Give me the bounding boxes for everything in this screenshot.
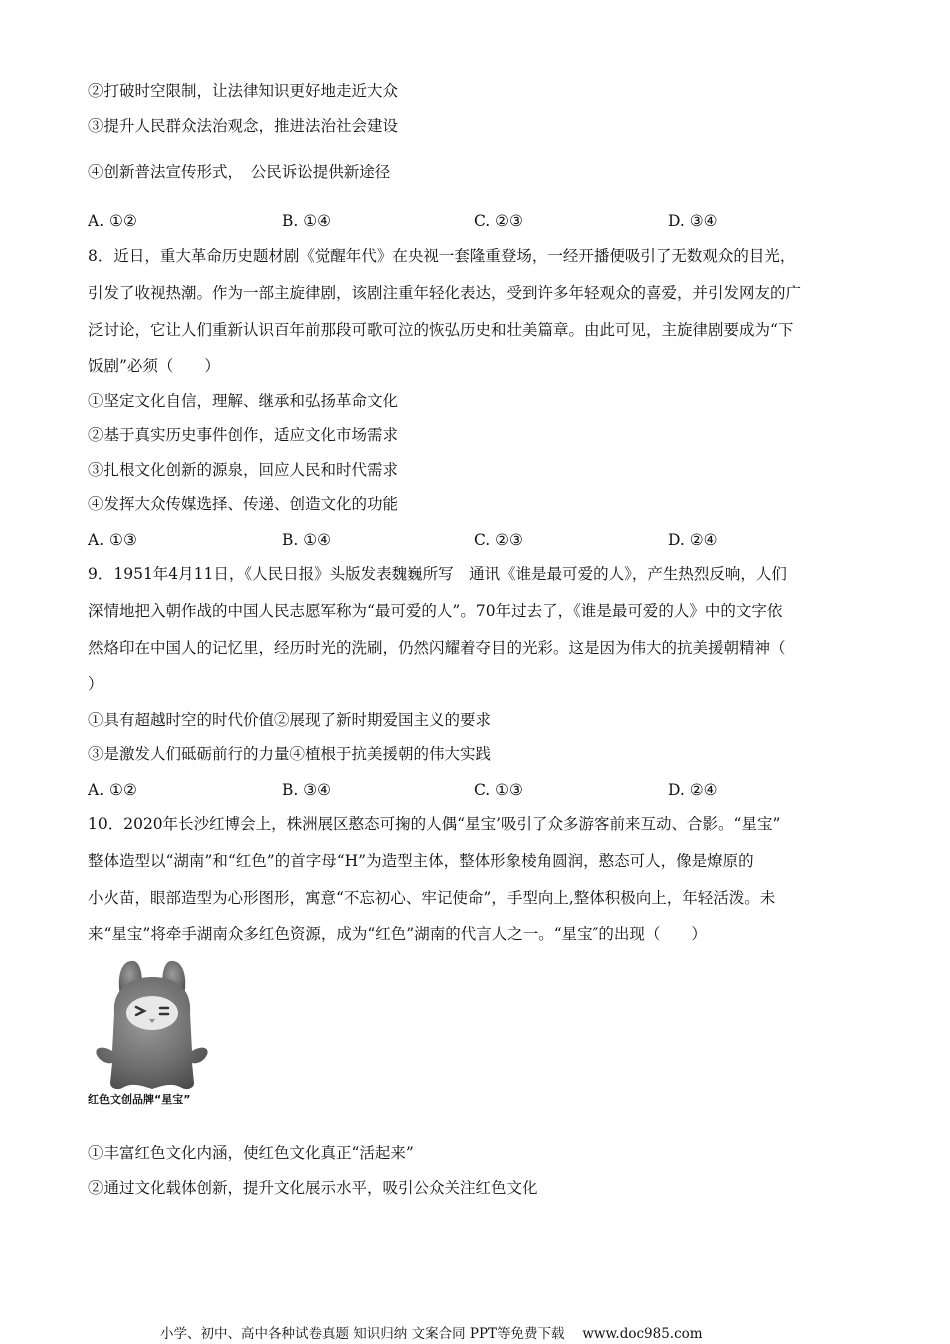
q9-line-3: 然烙印在中国人的记忆里，经历时光的洗刷，仍然闪耀着夺目的光彩。这是因为伟大的抗美援朝精神（ (88, 639, 786, 657)
q7-option-c: C. ②③ (474, 212, 523, 230)
q7-statement-2: ②打破时空限制，让法律知识更好地走近大众 (88, 82, 399, 100)
q9-line-2: 深情地把入朝作战的中国人民志愿军称为“最可爱的人”。70年过去了，《谁是最可爱的人》中的文字依 (88, 602, 783, 620)
q10-line-1: 10．2020年长沙红博会上，株洲展区憨态可掬的人偶“星宝’吸引了众多游客前来互动、合影。“星宝” (88, 815, 781, 833)
q9-line-4: ） (88, 675, 104, 693)
q8-option-a: A. ①③ (88, 531, 137, 549)
q7-option-b: B. ①④ (282, 212, 332, 230)
xingbao-mascot-image (88, 955, 218, 1095)
q8-line-2: 引发了收视热潮。作为一部主旋律剧，该剧注重年轻化表达，受到许多年轻观众的喜爱，并引发网友的广 (88, 284, 802, 302)
page-footer: 小学、初中、高中各种试卷真题 知识归纳 文案合同 PPT等免费下载 www.doc985.com (160, 1326, 703, 1342)
q9-option-b: B. ③④ (282, 781, 332, 799)
q10-statement-1: ①丰富红色文化内涵，使红色文化真正“活起来” (88, 1144, 414, 1162)
q8-option-d: D. ②④ (668, 531, 718, 549)
q10-line-3: 小火苗，眼部造型为心形图形，寓意“不忘初心、牢记使命”，手型向上,整体积极向上，年轻活泼。未 (88, 889, 776, 907)
q8-line-4: 饭剧”必须（ ） (88, 357, 220, 375)
q10-statement-2: ②通过文化载体创新，提升文化展示水平，吸引公众关注红色文化 (88, 1179, 538, 1197)
figure-caption: 红色文创品牌“星宝” (88, 1093, 191, 1106)
q9-statement-1: ①具有超越时空的时代价值②展现了新时期爱国主义的要求 (88, 711, 492, 729)
q9-option-a: A. ①② (88, 781, 137, 799)
q8-options (88, 529, 868, 551)
q9-option-c: C. ①③ (474, 781, 523, 799)
q7-options (88, 210, 868, 232)
q7-option-d: D. ③④ (668, 212, 718, 230)
q8-statement-1: ①坚定文化自信，理解、继承和弘扬革命文化 (88, 392, 399, 410)
q8-line-1: 8．近日，重大革命历史题材剧《觉醒年代》在央视一套隆重登场，一经开播便吸引了无数观众的目光， (88, 247, 796, 265)
q8-statement-4: ④发挥大众传媒选择、传递、创造文化的功能 (88, 495, 399, 513)
q8-statement-2: ②基于真实历史事件创作，适应文化市场需求 (88, 426, 399, 444)
q8-line-3: 泛讨论，它让人们重新认识百年前那段可歌可泣的恢弘历史和壮美篇章。由此可见，主旋律剧要成为“下 (88, 321, 794, 339)
q8-option-c: C. ②③ (474, 531, 523, 549)
q10-line-4: 来“星宝”将牵手湖南众多红色资源，成为“红色”湖南的代言人之一。“星宝″的出现（ ） (88, 925, 707, 943)
q7-statement-3: ③提升人民群众法治观念，推进法治社会建设 (88, 117, 399, 135)
q9-option-d: D. ②④ (668, 781, 718, 799)
q7-statement-4: ④创新普法宣传形式， 公民诉讼提供新途径 (88, 163, 391, 181)
q9-statement-2: ③是激发人们砥砺前行的力量④植根于抗美援朝的伟大实践 (88, 745, 492, 763)
q8-statement-3: ③扎根文化创新的源泉，回应人民和时代需求 (88, 461, 399, 479)
q7-option-a: A. ①② (88, 212, 137, 230)
q10-line-2: 整体造型以“湖南”和“红色”的首字母“H”为造型主体，整体形象棱角圆润，憨态可人，像是燎原的 (88, 852, 754, 870)
q8-option-b: B. ①④ (282, 531, 332, 549)
q9-line-1: 9．1951年4月11日，《人民日报》头版发表魏巍所写 通讯《谁是最可爱的人》，产生热烈反响，人们 (88, 565, 787, 583)
q9-options (88, 779, 868, 801)
